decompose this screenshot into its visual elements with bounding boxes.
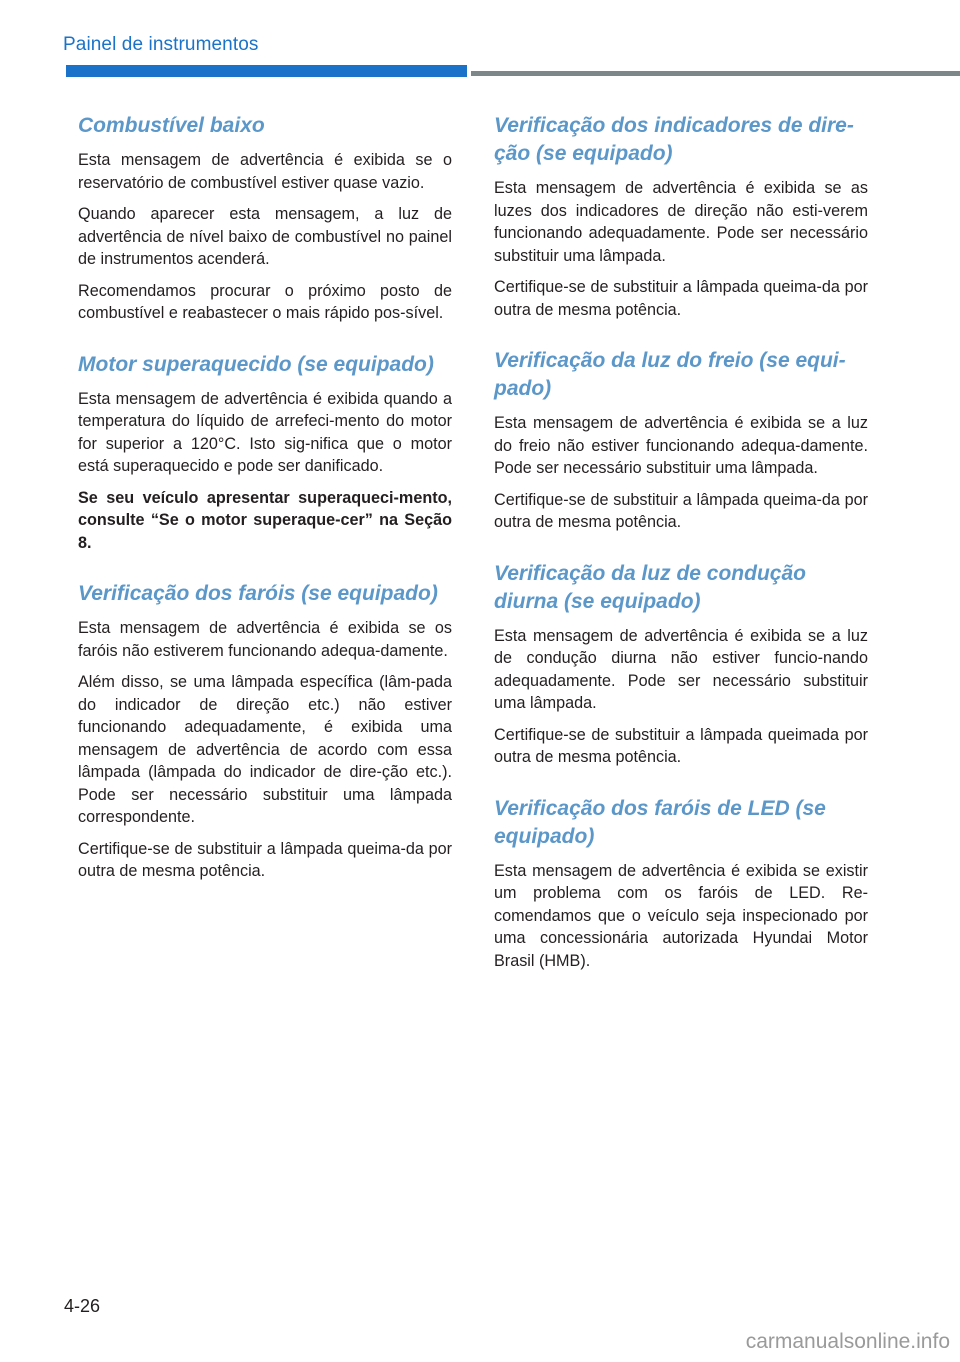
section-paragraph: Esta mensagem de advertência é exibida se os faróis não estiverem funcionando adequa-damente. xyxy=(78,619,452,660)
section xyxy=(494,347,868,534)
section-paragraph: Esta mensagem de advertência é exibida quando a temperatura do líquido de arrefeci-mento do motor for superior a 120°C. Isto sig-nifica que o motor está superaquecido e pode ser danificado. xyxy=(78,389,452,475)
section-paragraph: Esta mensagem de advertência é exibida se existir um problema com os faróis de LED. Re-comendamos que o veículo seja inspecionado por uma concessionária autorizada Hyundai Motor Brasil (HMB). xyxy=(494,861,868,970)
header-bar-accent xyxy=(66,65,467,77)
section xyxy=(494,560,868,769)
section-paragraph: Certifique-se de substituir a lâmpada queima-da por outra de mesma potência. xyxy=(78,839,452,880)
page-header-title: Painel de instrumentos xyxy=(63,34,259,55)
section-heading: Verificação dos faróis (se equipado) xyxy=(78,582,438,605)
section-paragraph: Esta mensagem de advertência é exibida se a luz de condução diurna não estiver funcio-nando adequadamente. Pode ser necessário substituir uma lâmpada. xyxy=(494,626,868,712)
section-paragraph: Certifique-se de substituir a lâmpada queima-da por outra de mesma potência. xyxy=(494,278,868,319)
section-paragraph: Recomendamos procurar o próximo posto de combustível e reabastecer o mais rápido pos-sível. xyxy=(78,281,452,322)
section-paragraph: Esta mensagem de advertência é exibida se a luz do freio não estiver funcionando adequa-damente. Pode ser necessário substituir uma lâmpada. xyxy=(494,414,868,477)
section-paragraph: Esta mensagem de advertência é exibida se o reservatório de combustível estiver quase vazio. xyxy=(78,151,452,192)
section-heading: Verificação da luz do freio (se equi-pado) xyxy=(494,349,846,400)
section xyxy=(78,351,452,555)
section-heading: Motor superaquecido (se equipado) xyxy=(78,352,434,376)
section-paragraph: Se seu veículo apresentar superaqueci-mento, consulte “Se o motor superaque-cer” na Seção 8. xyxy=(78,488,452,552)
watermark: carmanualsonline.info xyxy=(745,1330,950,1353)
section xyxy=(494,795,868,973)
section-heading: Verificação dos indicadores de dire-ção (se equipado) xyxy=(494,114,854,165)
section-heading: Combustível baixo xyxy=(78,114,265,137)
left-column xyxy=(78,112,452,909)
right-column xyxy=(494,112,868,998)
section-paragraph: Certifique-se de substituir a lâmpada queimada por outra de mesma potência. xyxy=(494,725,868,766)
section-paragraph: Quando aparecer esta mensagem, a luz de advertência de nível baixo de combustível no painel de instrumentos acenderá. xyxy=(78,205,452,268)
section-heading: Verificação dos faróis de LED (se equipado) xyxy=(494,796,826,848)
page-number: 4-26 xyxy=(64,1296,101,1316)
section-paragraph: Certifique-se de substituir a lâmpada queima-da por outra de mesma potência. xyxy=(494,490,868,531)
section xyxy=(78,580,452,883)
header-bar-rule xyxy=(471,71,960,76)
section-paragraph: Esta mensagem de advertência é exibida se as luzes dos indicadores de direção não esti-verem funcionando adequadamente. Pode ser necessário substituir uma lâmpada. xyxy=(494,179,868,265)
section-heading: Verificação da luz de condução diurna (se equipado) xyxy=(494,561,806,613)
section xyxy=(494,112,868,321)
section-paragraph: Além disso, se uma lâmpada específica (lâm-pada do indicador de direção etc.) não estiver funcionando adequadamente, é exibida uma mensagem de advertência de acordo com essa lâmpada (lâmpada do indicador de dire-ção etc.). Pode ser necessário substituir uma lâmpada correspondente. xyxy=(78,673,452,826)
section xyxy=(78,112,452,325)
